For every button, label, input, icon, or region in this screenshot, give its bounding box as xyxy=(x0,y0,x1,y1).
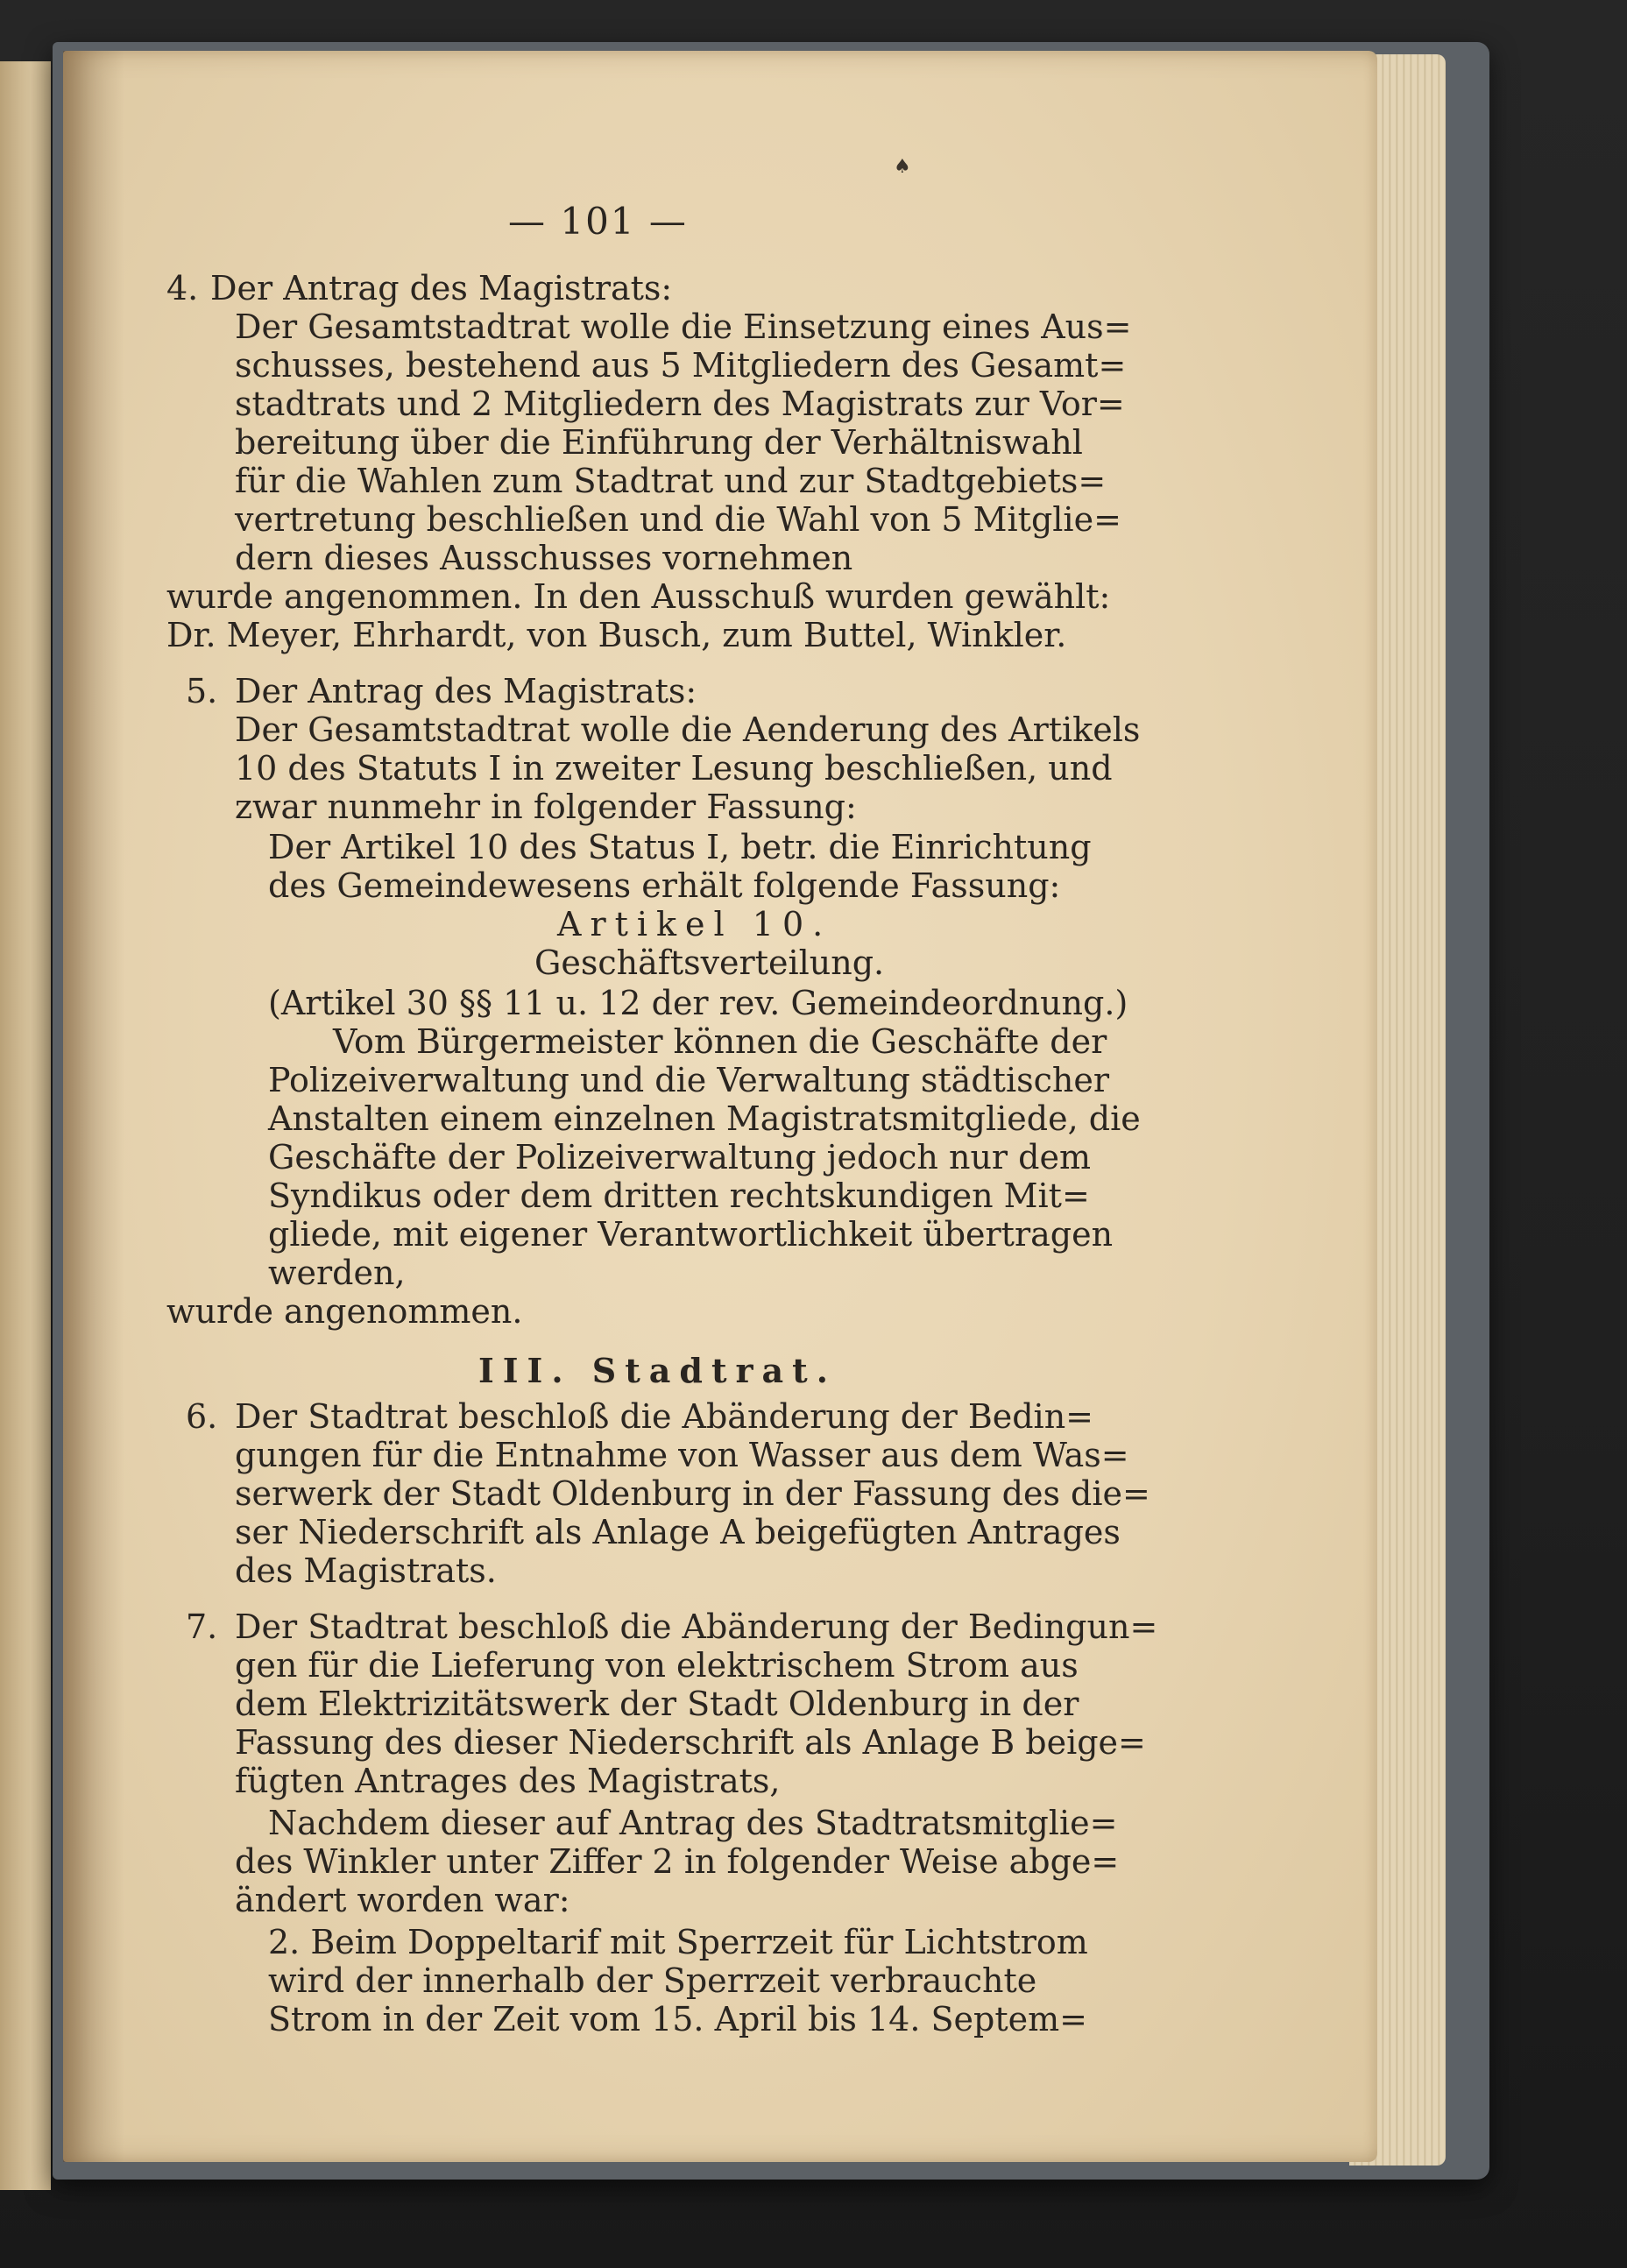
item-7-line: fügten Antrages des Magistrats, xyxy=(235,1762,781,1800)
item-7-line: 2. Beim Doppeltarif mit Sperrzeit für Lichtstrom xyxy=(268,1923,1088,1961)
item-5-line: Polizeiverwaltung und die Verwaltung städtischer xyxy=(268,1061,1110,1099)
item-6-line: serwerk der Stadt Oldenburg in der Fassung des die= xyxy=(235,1474,1150,1513)
item-4-line: schusses, bestehend aus 5 Mitgliedern des Gesamt= xyxy=(235,346,1127,385)
item-6-line: ser Niederschrift als Anlage A beigefügten Antrages xyxy=(235,1513,1121,1551)
item-5-line: Der Artikel 10 des Status I, betr. die Einrichtung xyxy=(268,828,1092,866)
left-page-sliver xyxy=(0,61,51,2190)
item-4-line: vertretung beschließen und die Wahl von 5 Mitglie= xyxy=(235,500,1121,539)
item-5-line: (Artikel 30 §§ 11 u. 12 der rev. Gemeindeordnung.) xyxy=(268,984,1128,1022)
item-7-line: ändert worden war: xyxy=(235,1881,570,1919)
item-4-number: 4. xyxy=(166,269,199,307)
item-7-line: Fassung des dieser Niederschrift als Anlage B beige= xyxy=(235,1723,1146,1762)
item-4-line: wurde angenommen. In den Ausschuß wurden gewählt: xyxy=(166,577,1111,616)
item-5-line: des Gemeindewesens erhält folgende Fassung: xyxy=(268,866,1061,905)
item-7-line: des Winkler unter Ziffer 2 in folgender Weise abge= xyxy=(235,1842,1120,1881)
item-5-line: Vom Bürgermeister können die Geschäfte der xyxy=(333,1022,1107,1061)
item-6-number: 6. xyxy=(186,1397,218,1436)
item-7-line: Nachdem dieser auf Antrag des Stadtratsmitglie= xyxy=(268,1804,1118,1842)
item-5-line: werden, xyxy=(268,1254,406,1292)
page-number: — 101 — xyxy=(508,200,688,243)
article-subheading: Geschäftsverteilung. xyxy=(534,943,885,982)
item-7-line: dem Elektrizitätswerk der Stadt Oldenburg in der xyxy=(235,1685,1079,1723)
item-7-number: 7. xyxy=(186,1607,218,1646)
item-4-line: Der Antrag des Magistrats: xyxy=(210,269,673,307)
article-heading: Artikel 10. xyxy=(557,905,832,943)
item-5-line: Geschäfte der Polizeiverwaltung jedoch nur dem xyxy=(268,1138,1092,1176)
item-4-line: Dr. Meyer, Ehrhardt, von Busch, zum Buttel, Winkler. xyxy=(166,616,1067,654)
item-5-line: Syndikus oder dem dritten rechtskundigen Mit= xyxy=(268,1176,1090,1215)
item-4-line: stadtrats und 2 Mitgliedern des Magistrats zur Vor= xyxy=(235,385,1125,423)
item-6-line: des Magistrats. xyxy=(235,1551,497,1590)
item-4-line: für die Wahlen zum Stadtrat und zur Stadtgebiets= xyxy=(235,462,1107,500)
item-5-line: gliede, mit eigener Verantwortlichkeit übertragen xyxy=(268,1215,1114,1254)
item-4-line: Der Gesamtstadtrat wolle die Einsetzung eines Aus= xyxy=(235,307,1132,346)
item-5-line: Der Gesamtstadtrat wolle die Aenderung des Artikels xyxy=(235,710,1141,749)
gutter-shadow xyxy=(63,51,124,2162)
item-5-line: zwar nunmehr in folgender Fassung: xyxy=(235,788,857,826)
item-4-line: dern dieses Ausschusses vornehmen xyxy=(235,539,853,577)
printer-mark-icon: ♠ xyxy=(894,156,911,178)
item-5-line: Anstalten einem einzelnen Magistratsmitgliede, die xyxy=(268,1099,1141,1138)
item-7-line: Der Stadtrat beschloß die Abänderung der Bedingun= xyxy=(235,1607,1158,1646)
item-5-line: Der Antrag des Magistrats: xyxy=(235,672,697,710)
item-5-number: 5. xyxy=(186,672,218,710)
item-6-line: gungen für die Entnahme von Wasser aus dem Was= xyxy=(235,1436,1129,1474)
item-5-line: 10 des Statuts I in zweiter Lesung beschließen, und xyxy=(235,749,1113,788)
item-4-line: bereitung über die Einführung der Verhältniswahl xyxy=(235,423,1083,462)
item-6-line: Der Stadtrat beschloß die Abänderung der Bedin= xyxy=(235,1397,1094,1436)
section-heading: III. Stadtrat. xyxy=(478,1351,837,1390)
item-7-line: wird der innerhalb der Sperrzeit verbrauchte xyxy=(268,1961,1037,2000)
item-7-line: Strom in der Zeit vom 15. April bis 14. Septem= xyxy=(268,2000,1087,2038)
item-5-line: wurde angenommen. xyxy=(166,1292,523,1331)
item-7-line: gen für die Lieferung von elektrischem Strom aus xyxy=(235,1646,1079,1685)
